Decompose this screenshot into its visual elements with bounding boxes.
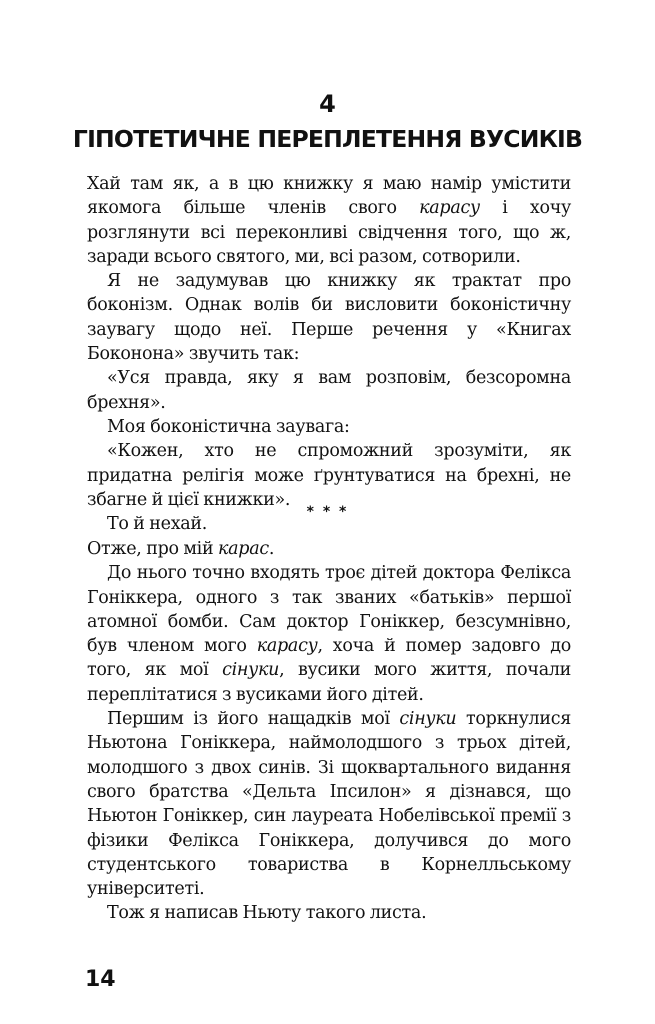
text-block-2 (87, 537, 571, 926)
text-run: і хочу розглянути всі переконливі свідчення того, що ж, заради всього святого, ми, всі разом, сотворили. (87, 198, 572, 267)
quote-paragraph: «Уся правда, яку я вам розповім, безсоромна брехня». (87, 368, 571, 413)
text-run: , вусики мого життя, почали переплітатися з вусиками його дітей. (87, 660, 572, 705)
paragraph: Моя боконістична заувага: (107, 416, 350, 437)
page-number: 14 (85, 967, 116, 992)
paragraph: Тож я написав Ньюту такого листа. (107, 903, 427, 924)
quote-paragraph: «Кожен, хто не спроможний зрозуміти, як придатна релігія може ґрунтуватися на брехні, не збагне й цієї книжки». (87, 441, 571, 510)
section-separator: * * * (306, 504, 349, 520)
text-run: До нього точно входять троє дітей доктора Фелікса Гоніккера, одного з так званих «батьків» першої атомної бомби. Сам доктор Гоніккер, безсумнівно, був членом мого (87, 563, 571, 657)
italic-term: карас (218, 539, 269, 559)
paragraph: Я не задумував цю книжку як трактат про боконізм. Однак волів би висловити боконістичну заувагу щодо неї. Перше речення у «Книгах Боконона» звучить так: (87, 271, 571, 365)
text-block-1 (87, 172, 571, 536)
chapter-number: 4 (319, 90, 336, 118)
paragraph: То й нехай. (107, 514, 208, 535)
paragraph (87, 707, 571, 901)
text-run: Отже, про мій (87, 539, 219, 559)
paragraph (87, 172, 571, 269)
italic-term: сінуки (399, 709, 457, 730)
chapter-title: ГІПОТЕТИЧНЕ ПЕРЕПЛЕТЕННЯ ВУСИКІВ (72, 125, 583, 153)
text-run: . (268, 539, 275, 559)
italic-term: сінуки (222, 660, 280, 681)
italic-term: карасу (256, 636, 318, 657)
paragraph (87, 537, 571, 561)
paragraph (87, 561, 571, 707)
text-run: торкнулися Ньютона Гоніккера, наймолодшого з трьох дітей, молодшого з двох синів. Зі щоквартального видання свого братства «Дельта Іпсилон» я дізнався, що Ньютон Гоніккер, син лауреата Нобелівської премії з фізики Фелікса Гоніккера, долучився до мого студентського товариства в Корнелльському університеті. (87, 709, 571, 900)
text-run: , хоча й помер задовго до того, як мої (87, 636, 572, 681)
text-run: Першим із його нащадків мої (107, 709, 400, 730)
text-run: Хай там як, а в цю книжку я маю намір умістити якомога більше членів свого (87, 174, 571, 219)
italic-term: карасу (419, 198, 480, 219)
